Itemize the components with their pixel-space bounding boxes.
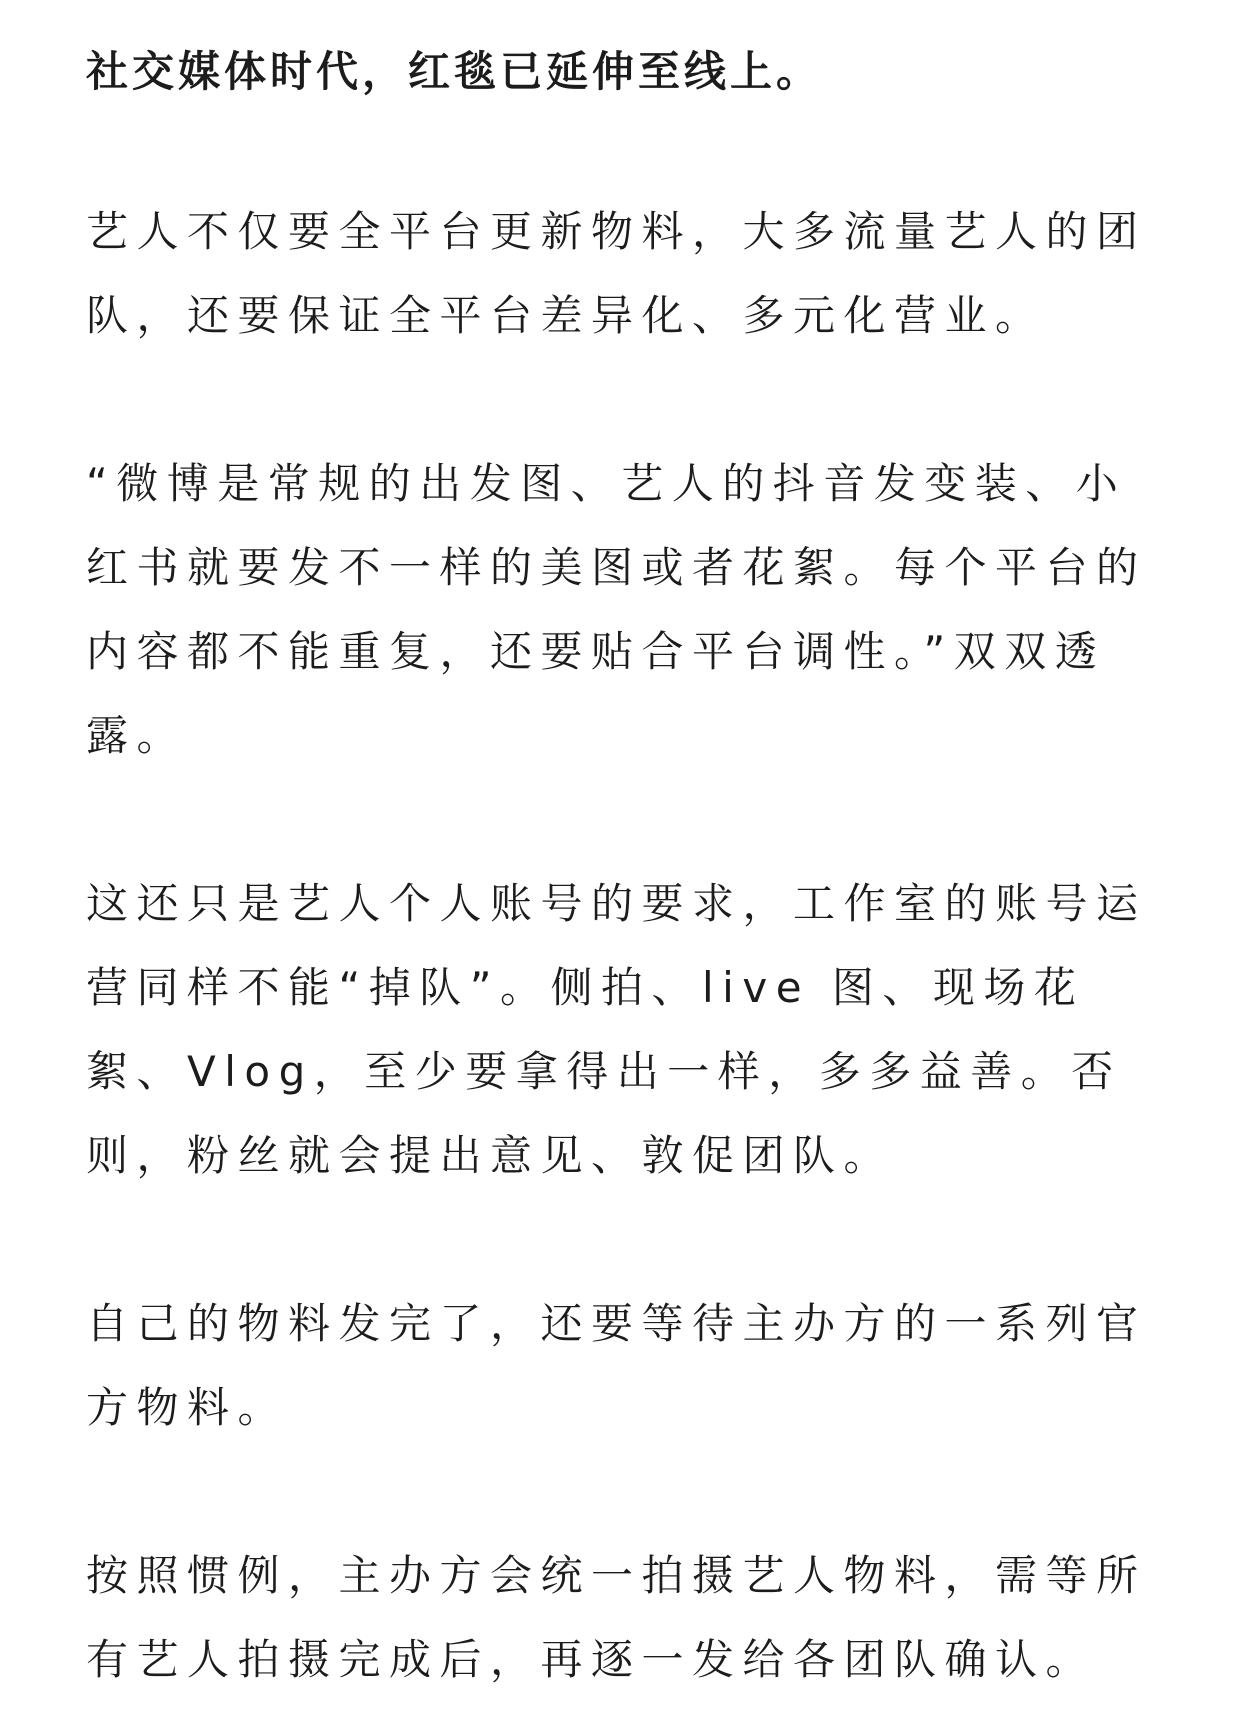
paragraph-1: 艺人不仅要全平台更新物料，大多流量艺人的团队，还要保证全平台差异化、多元化营业。	[86, 207, 1147, 340]
article-heading: 社交媒体时代，红毯已延伸至线上。	[86, 47, 823, 96]
paragraph-2: “微博是常规的出发图、艺人的抖音发变装、小红书就要发不一样的美图或者花絮。每个平台的内容都不能重复，还要贴合平台调性。”双双透露。	[86, 459, 1147, 760]
paragraph-5: 按照惯例，主办方会统一拍摄艺人物料，需等所有艺人拍摄完成后，再逐一发给各团队确认。	[86, 1551, 1147, 1684]
article-body	[86, 40, 1166, 1702]
paragraph-4: 自己的物料发完了，还要等待主办方的一系列官方物料。	[86, 1299, 1147, 1432]
paragraph-3: 这还只是艺人个人账号的要求，工作室的账号运营同样不能“掉队”。侧拍、live 图、现场花絮、Vlog，至少要拿得出一样，多多益善。否则，粉丝就会提出意见、敦促团队。	[86, 879, 1147, 1180]
